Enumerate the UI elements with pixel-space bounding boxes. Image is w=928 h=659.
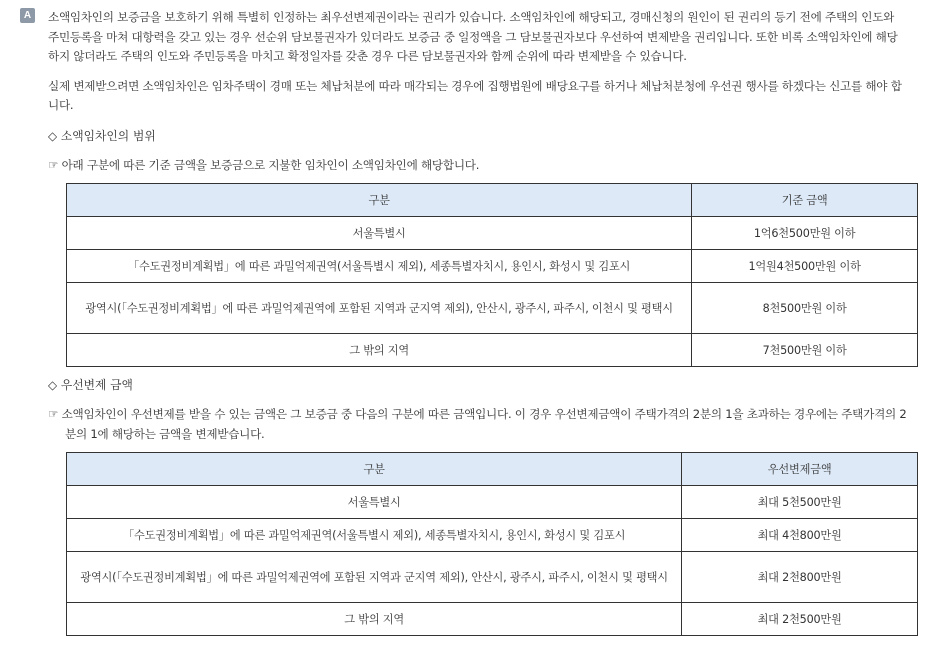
- answer-badge: A: [20, 8, 35, 23]
- cell-amount: 최대 2천500만원: [682, 603, 918, 636]
- claim-paragraph: 실제 변제받으려면 소액임차인은 임차주택이 경매 또는 체납처분에 따라 매각되는 경우에 집행법원에 배당요구를 하거나 체납처분청에 우선권 행사를 하겠다는 신고를 해야 합니다.: [48, 78, 902, 112]
- table-row: [67, 552, 918, 603]
- table-row: [67, 334, 918, 367]
- cell-amount: 최대 4천800만원: [682, 519, 918, 552]
- cell-category: 그 밖의 지역: [67, 603, 682, 636]
- table-row: [67, 486, 918, 519]
- table-priority-amount: [66, 452, 918, 636]
- column-header-category: 구분: [67, 184, 692, 217]
- intro-paragraph: 소액임차인의 보증금을 보호하기 위해 특별히 인정하는 최우선변제권이라는 권리가 있습니다. 소액임차인에 해당되고, 경매신청의 원인이 된 권리의 등기 전에 주택의 인도와 주민등록을 마쳐 대항력을 갖고 있는 경우 선순위 담보물권자가 있더라도 보증금 중 일정액을 그 담보물권자보다 우선하여 변제받을 권리입니다. 또한 비록 소액임차인에 해당하지 않더라도 주택의 인도와 주민등록을 마치고 확정일자를 갖춘 경우 다른 담보물권자와 함께 순위에 따라 변제받을 수 있습니다.: [48, 10, 898, 63]
- note-priority-amount: ☞ 소액임차인이 우선변제를 받을 수 있는 금액은 그 보증금 중 다음의 구분에 따른 금액입니다. 이 경우 우선변제금액이 주택가격의 2분의 1을 초과하는 경우에는 주택가격의 2분의 1에 해당하는 금액을 변제받습니다.: [48, 407, 907, 441]
- cell-amount: 최대 2천800만원: [682, 552, 918, 603]
- answer-content: [48, 8, 908, 636]
- cell-category: 광역시(「수도권정비계획법」에 따른 과밀억제권역에 포함된 지역과 군지역 제외), 안산시, 광주시, 파주시, 이천시 및 평택시: [67, 552, 682, 603]
- note-tenant-scope: ☞ 아래 구분에 따른 기준 금액을 보증금으로 지불한 임차인이 소액임차인에 해당합니다.: [48, 157, 480, 172]
- table-row: [67, 250, 918, 283]
- table-header-row: [67, 184, 918, 217]
- section-heading-tenant-scope: ◇ 소액임차인의 범위: [48, 128, 156, 143]
- cell-amount: 7천500만원 이하: [692, 334, 918, 367]
- table-row: [67, 603, 918, 636]
- table-row: [67, 217, 918, 250]
- answer-block: [24, 8, 908, 644]
- section-heading-priority-amount: ◇ 우선변제 금액: [48, 378, 133, 392]
- cell-category: 서울특별시: [67, 486, 682, 519]
- table-header-row: [67, 453, 918, 486]
- column-header-category: 구분: [67, 453, 682, 486]
- table-row: [67, 283, 918, 334]
- cell-category: 광역시(「수도권정비계획법」에 따른 과밀억제권역에 포함된 지역과 군지역 제외), 안산시, 광주시, 파주시, 이천시 및 평택시: [67, 283, 692, 334]
- table-row: [67, 519, 918, 552]
- cell-amount: 1억6천500만원 이하: [692, 217, 918, 250]
- column-header-priority-amount: 우선변제금액: [682, 453, 918, 486]
- column-header-amount: 기준 금액: [692, 184, 918, 217]
- cell-amount: 8천500만원 이하: [692, 283, 918, 334]
- cell-category: 「수도권정비계획법」에 따른 과밀억제권역(서울특별시 제외), 세종특별자치시, 용인시, 화성시 및 김포시: [67, 250, 692, 283]
- cell-amount: 1억원4천500만원 이하: [692, 250, 918, 283]
- cell-amount: 최대 5천500만원: [682, 486, 918, 519]
- table-tenant-scope: [66, 183, 918, 367]
- cell-category: 「수도권정비계획법」에 따른 과밀억제권역(서울특별시 제외), 세종특별자치시, 용인시, 화성시 및 김포시: [67, 519, 682, 552]
- cell-category: 서울특별시: [67, 217, 692, 250]
- cell-category: 그 밖의 지역: [67, 334, 692, 367]
